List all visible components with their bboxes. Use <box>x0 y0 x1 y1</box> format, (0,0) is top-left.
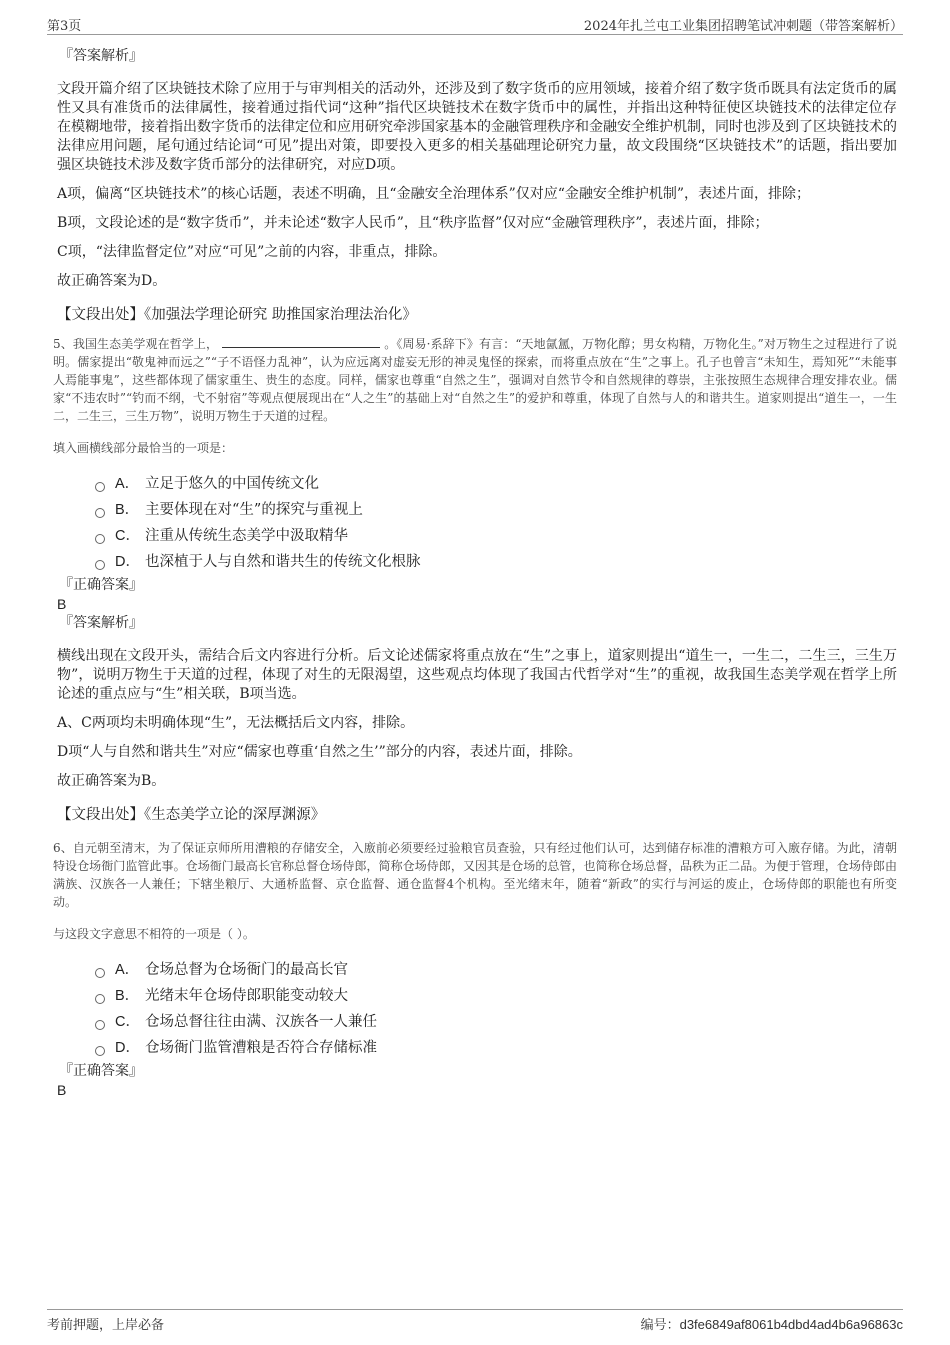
radio-icon[interactable] <box>95 482 105 492</box>
correct-answer: B <box>57 1082 67 1098</box>
analysis-option-c: C项，“法律监督定位”对应“可见”之前的内容，非重点，排除。 <box>57 244 447 260</box>
question-5-options <box>95 471 897 575</box>
analysis-paragraph: 横线出现在文段开头，需结合后文内容进行分析。后文论述儒家将重点放在“生”之事上，道家则提出“道生一，一生二，二生三，三生万物”，说明万物生于天道的过程，体现了对生的无限渴望，这些观点均体现了我国古代哲学对“生”的重视，故我国生态美学观在哲学上所论述的重点应与“生”相关联，B项当选。 <box>57 648 897 702</box>
option-d[interactable]: D． 仓场衙门监管漕粮是否符合存储标准 <box>95 1035 897 1061</box>
radio-icon[interactable] <box>95 508 105 518</box>
analysis-conclusion: 故正确答案为D。 <box>57 273 167 289</box>
source-citation: 【文段出处】《加强法学理论研究 助推国家治理法治化》 <box>57 307 417 323</box>
option-b[interactable]: B． 主要体现在对“生”的探究与重视上 <box>95 497 897 523</box>
option-a[interactable]: A． 仓场总督为仓场衙门的最高长官 <box>95 957 897 983</box>
option-b[interactable]: B． 光绪末年仓场侍郎职能变动较大 <box>95 983 897 1009</box>
answer-tag: 『正确答案』 <box>59 577 143 593</box>
document-title: 2024年扎兰屯工业集团招聘笔试冲刺题（带答案解析） <box>583 19 903 34</box>
answer-tag: 『正确答案』 <box>59 1063 143 1079</box>
radio-icon[interactable] <box>95 534 105 544</box>
question-6-prompt: 与这段文字意思不相符的一项是（ ）。 <box>53 927 255 941</box>
option-c[interactable]: C． 注重从传统生态美学中汲取精华 <box>95 523 897 549</box>
radio-icon[interactable] <box>95 994 105 1004</box>
correct-answer: B <box>57 596 67 612</box>
analysis-option-b: B项，文段论述的是“数字货币”，并未论述“数字人民币”，且“秩序监督”仅对应“金融管理秩序”，表述片面，排除； <box>57 215 769 231</box>
page-footer <box>47 1309 903 1332</box>
page-header <box>47 12 903 35</box>
radio-icon[interactable] <box>95 1020 105 1030</box>
footer-slogan: 考前押题，上岸必备 <box>47 1318 165 1333</box>
question-6-options <box>95 957 897 1061</box>
analysis-option-a: A项，偏离“区块链技术”的核心话题，表述不明确，且“金融安全治理体系”仅对应“金融安全维护机制”，表述片面，排除； <box>57 186 811 202</box>
analysis-tag: 『答案解析』 <box>59 48 143 64</box>
source-citation: 【文段出处】《生态美学立论的深厚渊源》 <box>57 807 326 823</box>
option-a[interactable]: A． 立足于悠久的中国传统文化 <box>95 471 897 497</box>
analysis-paragraph: 文段开篇介绍了区块链技术除了应用于与审判相关的活动外，还涉及到了数字货币的应用领域，接着介绍了数字货币既具有法定货币的属性又具有准货币的法律属性，接着通过指代词“这种”指代区块链技术在数字货币中的属性，并指出这种特征使区块链技术的法律定位存在模糊地带，接着指出数字货币的法律定位和应用研究牵涉国家基本的金融管理秩序和金融安全维护机制，同时也涉及到了区块链技术的法律应用问题，尾句通过结论词“可见”提出对策，即要投入更多的相关基础理论研究力量，故文段围绕“区块链技术”的话题，指出要加强区块链技术涉及数字货币部分的法律研究，对应D项。 <box>57 81 897 173</box>
document-code: 编号：d3fe6849af8061b4dbd4ad4b6a96863c <box>640 1317 903 1332</box>
analysis-option-d: D项“人与自然和谐共生”对应“儒家也尊重‘自然之生’”部分的内容，表述片面，排除。 <box>57 744 582 760</box>
question-5-prompt: 填入画横线部分最恰当的一项是： <box>53 441 234 455</box>
analysis-option-ac: A、C两项均未明确体现“生”，无法概括后文内容，排除。 <box>57 715 415 731</box>
page-content <box>53 46 897 1099</box>
question-6-stem: 6、自元朝至清末，为了保证京师所用漕粮的存储安全，入廒前必须要经过验粮官员查验，只有经过他们认可，达到储存标准的漕粮方可入廒存储。为此，清朝特设仓场衙门监管此事。仓场衙门最高长官称总督仓场侍郎，简称仓场侍郎，又因其是仓场的总管，也简称仓场总督，品秩为正二品。为便于管理，仓场侍郎由满族、汉族各一人兼任；下辖坐粮厅、大通桥监督、京仓监督、通仓监督4个机构。至光绪末年，随着“新政”的实行与河运的废止，仓场侍郎的职能也有所变动。 <box>53 841 897 909</box>
option-c[interactable]: C． 仓场总督往往由满、汉族各一人兼任 <box>95 1009 897 1035</box>
radio-icon[interactable] <box>95 968 105 978</box>
option-d[interactable]: D． 也深植于人与自然和谐共生的传统文化根脉 <box>95 549 897 575</box>
page-number: 第3页 <box>47 19 82 34</box>
analysis-conclusion: 故正确答案为B。 <box>57 773 166 789</box>
fill-blank <box>222 335 380 348</box>
question-5-stem: 5、我国生态美学观在哲学上， 。《周易·系辞下》有言：“天地氤氲，万物化醇；男女构精，万物化生。”对万物生之过程进行了说明。儒家提出“敬鬼神而远之”“子不语怪力乱神”，认为应远离对虚妄无形的神灵鬼怪的探索，而将重点放在“生”之事上。孔子也曾言“未知生，焉知死”“未能事人焉能事鬼”，这些都体现了儒家重生、贵生的态度。同样，儒家也尊重“自然之生”，强调对自然节令和自然规律的尊崇，主张按照生态规律合理安排农业。儒家“不违农时”“钓而不纲，弋不射宿”等观点便展现出在“人之生”的基础上对“自然之生”的爱护和尊重，体现了自然与人的和谐共生。道家则提出“道生一，一生二，二生三，三生万物”，说明万物生于天道的过程。 <box>53 337 897 423</box>
radio-icon[interactable] <box>95 560 105 570</box>
radio-icon[interactable] <box>95 1046 105 1056</box>
analysis-tag: 『答案解析』 <box>59 615 143 631</box>
